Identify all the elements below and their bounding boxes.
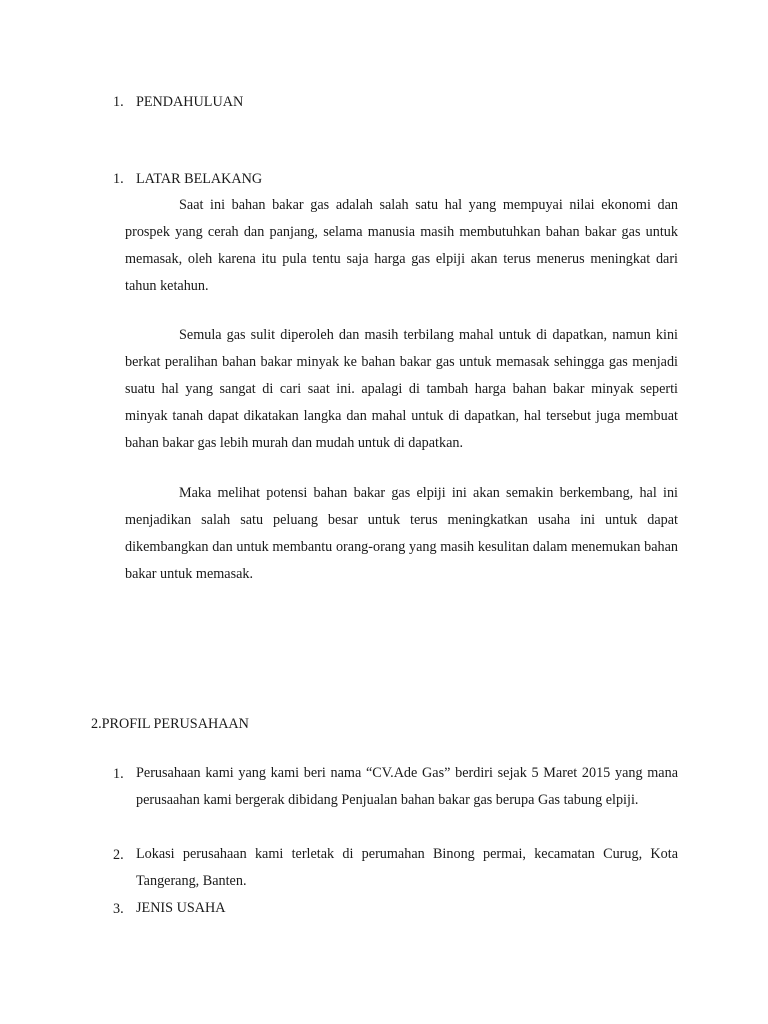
paragraph-1: Saat ini bahan bakar gas adalah salah satu hal yang mempuyai nilai ekonomi dan prospek yang cerah dan panjang, selama manusia masih membutuhkan bahan bakar gas untuk memasak, oleh karena itu pula tentu saja harga gas elpiji akan terus menerus meningkat dari tahun ketahun. xyxy=(125,197,678,294)
section-number: 1. xyxy=(113,94,124,110)
paragraph-3: Maka melihat potensi bahan bakar gas elpiji ini akan semakin berkembang, hal ini menjadikan salah satu peluang besar untuk terus meningkatkan usaha ini untuk dapat dikembangkan dan untuk membantu orang-orang yang masih kesulitan dalam menemukan bahan bakar untuk memasak. xyxy=(125,485,678,582)
list-item-text: Perusahaan kami yang kami beri nama “CV.Ade Gas” berdiri sejak 5 Maret 2015 yang mana perusaahan kami bergerak dibidang Penjualan bahan bakar gas berupa Gas tabung elpiji. xyxy=(136,765,678,808)
list-item-number: 1. xyxy=(113,766,124,782)
section-title-pendahuluan: PENDAHULUAN xyxy=(136,94,244,110)
subsection-title-latar-belakang: LATAR BELAKANG xyxy=(136,171,263,187)
list-item-number: 2. xyxy=(113,847,124,863)
list-item-text: Lokasi perusahaan kami terletak di perumahan Binong permai, kecamatan Curug, Kota Tangerang, Banten. xyxy=(136,846,678,889)
section-title-profil-perusahaan: 2.PROFIL PERUSAHAAN xyxy=(91,716,249,732)
subsection-number: 1. xyxy=(113,171,124,187)
paragraph-2: Semula gas sulit diperoleh dan masih terbilang mahal untuk di dapatkan, namun kini berkat peralihan bahan bakar minyak ke bahan bakar gas untuk memasak sehingga gas menjadi suatu hal yang sangat di cari saat ini. apalagi di tambah harga bahan bakar minyak seperti minyak tanah dapat dikatakan langka dan mahal untuk di dapatkan, hal tersebut juga membuat bahan bakar gas lebih murah dan mudah untuk di dapatkan. xyxy=(125,327,678,451)
list-item-text: JENIS USAHA xyxy=(136,900,226,916)
list-item-number: 3. xyxy=(113,901,124,917)
